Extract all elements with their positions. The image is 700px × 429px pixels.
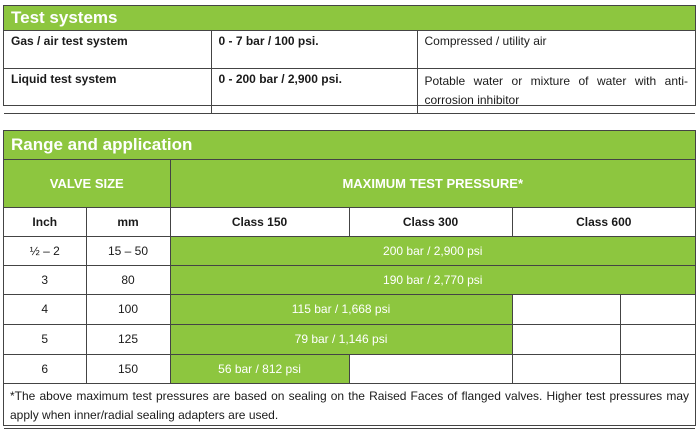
system-medium: Compressed / utility air [417,31,695,68]
empty-cell [512,324,620,354]
table-row [4,265,695,294]
empty-cell [620,354,695,383]
range-table [4,160,695,429]
empty-cell [512,294,620,324]
system-pressure: 0 - 200 bar / 2,900 psi. [211,68,417,113]
pressure-cell: 115 bar / 1,668 psi [170,294,512,324]
valve-size-header: VALVE SIZE [4,160,170,207]
class-600-header: Class 600 [512,207,695,236]
mm-cell: 80 [86,265,170,294]
table-row [4,324,695,354]
table-row [4,236,695,265]
system-name: Liquid test system [4,68,211,113]
mm-cell: 150 [86,354,170,383]
inch-cell: 4 [4,294,86,324]
inch-cell: 5 [4,324,86,354]
mm-cell: 15 – 50 [86,236,170,265]
test-systems-section [3,5,696,106]
table-row [4,68,695,113]
note-row [4,383,695,428]
table-row [4,294,695,324]
table-row [4,354,695,383]
pressure-cell: 200 bar / 2,900 psi [170,236,695,265]
mm-cell: 125 [86,324,170,354]
empty-cell [620,324,695,354]
system-name: Gas / air test system [4,31,211,68]
max-pressure-header: MAXIMUM TEST PRESSURE* [170,160,695,207]
empty-cell [620,294,695,324]
system-pressure: 0 - 7 bar / 100 psi. [211,31,417,68]
range-title: Range and application [4,131,695,160]
table-subheader-row [4,207,695,236]
class-150-header: Class 150 [170,207,349,236]
footnote: *The above maximum test pressures are based on sealing on the Raised Faces of flanged valves. Higher test pressures may apply when inner/radial sealing adapters are used. [4,383,695,428]
pressure-cell: 79 bar / 1,146 psi [170,324,512,354]
mm-cell: 100 [86,294,170,324]
inch-cell: 3 [4,265,86,294]
col-mm-header: mm [86,207,170,236]
range-section [3,130,696,426]
empty-cell [512,354,620,383]
col-inch-header: Inch [4,207,86,236]
table-row [4,31,695,68]
class-300-header: Class 300 [349,207,512,236]
empty-cell [349,354,512,383]
test-systems-title: Test systems [4,6,695,31]
inch-cell: 6 [4,354,86,383]
test-systems-table [4,31,695,114]
table-header-row [4,160,695,207]
inch-cell: ½ – 2 [4,236,86,265]
pressure-cell: 190 bar / 2,770 psi [170,265,695,294]
system-medium: Potable water or mixture of water with anti-corrosion inhibitor [417,68,695,113]
pressure-cell: 56 bar / 812 psi [170,354,349,383]
